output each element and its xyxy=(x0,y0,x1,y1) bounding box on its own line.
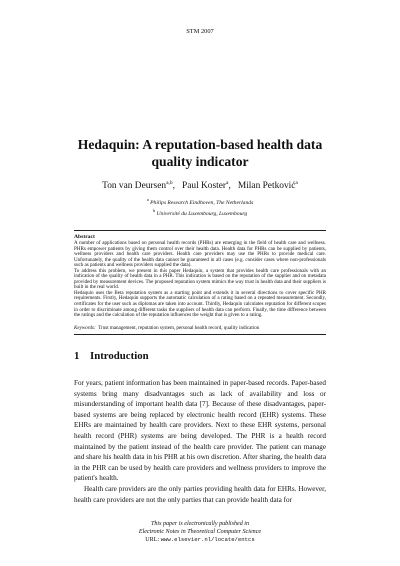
section-heading xyxy=(74,350,149,362)
author-list: Ton van Deursen$^{a,b}$, Paul Koster$^a$, Milan Petković$^a$ xyxy=(102,180,298,192)
affiliation xyxy=(0,207,400,218)
section-number: 1 xyxy=(74,350,80,362)
body-paragraph: For years, patient information has been maintained in paper-based records. Paper-based systems bring many disadvantages such as lack of availability and loss or misunderstanding of important health data [7]. Because of these disadvantages, paper-based systems are being replaced by electronic health record (EHR) systems. These EHRs are maintained by health care providers. Next to these EHR systems, personal health record (PHR) systems are being developed. The PHR is a health record maintained by the patient instead of the health care provider. The patient can manage and share his health data in his PHR at his own discretion. After sharing, the health data in the PHR can be used by health care providers and wellness providers to improve the patient's health. xyxy=(74,379,326,483)
footer-url-line xyxy=(0,536,400,545)
author-name: Paul Koster xyxy=(182,181,227,192)
abstract-top-rule xyxy=(74,230,326,231)
keywords-line xyxy=(74,325,326,331)
footer-line: This paper is electronically published in xyxy=(150,521,250,527)
keywords-label: Keywords: xyxy=(74,325,96,331)
abstract-paragraph: Hedaquin uses the Beta reputation system as a starting point and extends it in several directions to cover specific PHR requirements. Firstly, Hedaquin supports the automatic calculation of a rating based on a repeated measurement. Secondly, certificates for the user such as diplomas are taken into account. Thirdly, Hedaquin calculates reputation for different scopes in order to discriminate among different tasks the suppliers of health data can perform. Finally, the time difference between the ratings and the calculation of the reputation influences the weight that is given to a rating. xyxy=(74,289,326,319)
author-name: Milan Petković xyxy=(237,181,296,192)
abstract-paragraph: A number of applications based on personal health records (PHRs) are emerging in the field of health care and wellness. PHRs empower patients by giving them control over their health data. Health data for PHRs can be supplied by patients, wellness providers and health care providers. Health care providers may use the PHRs to provide medical care. Unfortunately, the quality of the health data cannot be guaranteed in all cases (e.g. consider cases where non-professionals such as patients and wellness providers supplied the data). xyxy=(74,240,326,269)
publication-footer xyxy=(0,521,400,545)
affiliation-list xyxy=(0,196,400,219)
author-affil-mark: a xyxy=(226,180,229,186)
section-title: Introduction xyxy=(90,350,149,362)
footer-url-link[interactable]: www.elsevier.nl/locate/entcs xyxy=(160,536,255,544)
footer-url-label: URL: xyxy=(145,537,160,544)
body-paragraph: Health care providers are the only parties providing health data for EHRs. However, health care providers are not the only parties that can provide health data for xyxy=(74,484,326,504)
affil-mark: a xyxy=(146,197,149,202)
abstract-body xyxy=(74,241,326,319)
abstract-heading: Abstract xyxy=(74,234,95,240)
affil-text: Université du Luxembourg, Luxembourg xyxy=(156,211,248,218)
abstract-paragraph: To address this problem, we present in this paper Hedaquin, a system that provides health care professionals with an indication of the quality of health data in a PHR. This indication is based on the reputation of the supplier and on metadata provided by measurement devices. The proposed reputation system mimics the way trust in health data and their suppliers is built in the real world. xyxy=(74,267,326,291)
footer-journal: Electronic Notes in Theoretical Computer Science xyxy=(138,528,262,535)
affil-mark: b xyxy=(152,208,156,214)
author-affil-mark: a xyxy=(295,180,298,186)
author-affil-mark: a,b xyxy=(166,180,173,186)
keywords-text: Trust management, reputation system, personal health record, quality indication xyxy=(98,325,260,331)
running-header: STM 2007 xyxy=(186,28,214,35)
paper-title: Hedaquin: A reputation-based health data quality indicator xyxy=(77,137,323,169)
body-text xyxy=(74,378,326,505)
affiliation xyxy=(0,196,400,207)
abstract-bottom-rule xyxy=(74,334,326,335)
affil-text: Philips Research Eindhoven, The Netherlands xyxy=(150,199,254,206)
author-name: Ton van Deursen xyxy=(102,181,167,192)
